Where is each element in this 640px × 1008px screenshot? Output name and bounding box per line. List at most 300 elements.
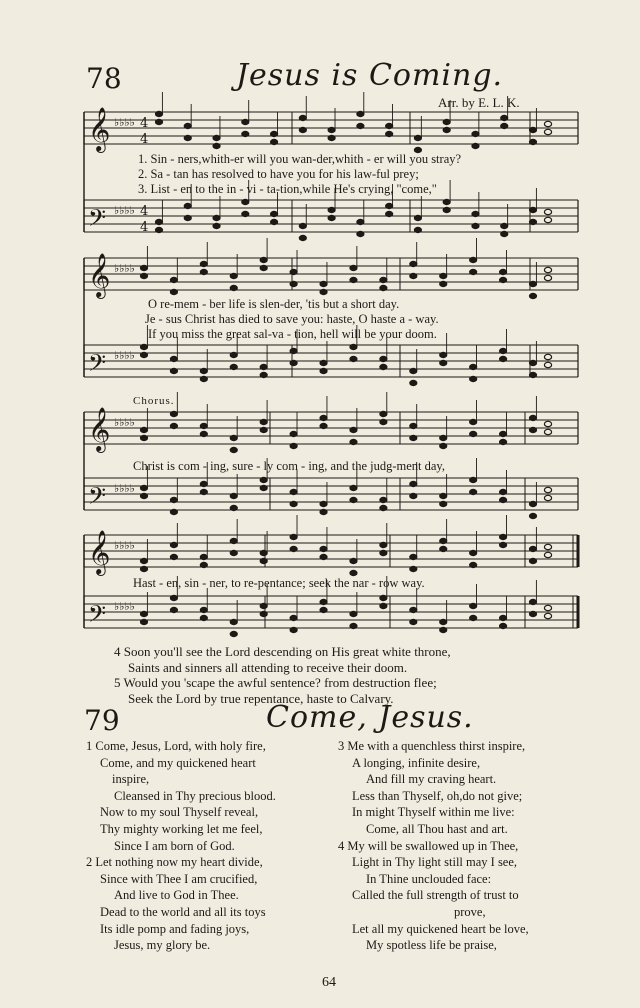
note-head [184, 215, 191, 220]
stanza-line: 2 Let nothing now my heart divide, [86, 855, 263, 870]
note-head [380, 603, 387, 608]
note-head [440, 281, 447, 286]
note-head [470, 431, 477, 436]
note-head [380, 285, 387, 290]
note-head [529, 501, 536, 506]
note-head [357, 219, 364, 224]
note-head [544, 605, 551, 610]
note-head [270, 211, 277, 216]
note-head [544, 121, 551, 126]
verse-5-line2: Seek the Lord by true repentance, haste to Calvary. [128, 691, 394, 706]
note-head [350, 497, 357, 502]
note-head [410, 368, 417, 373]
note-head [320, 415, 327, 420]
note-head [380, 356, 387, 361]
note-head [544, 613, 551, 618]
hymn-79-right-column [338, 738, 529, 954]
music-glyph: 𝄞 [88, 253, 111, 297]
note-head [499, 534, 506, 539]
note-head [470, 269, 477, 274]
note-head [544, 495, 551, 500]
note-head [140, 344, 147, 349]
note-head [290, 443, 297, 448]
note-head [443, 207, 450, 212]
note-head [350, 439, 357, 444]
chorus-lyric-line2: Hast - en, sin - ner, to re-pentance; seek the nar - row way. [133, 576, 425, 590]
note-head [230, 285, 237, 290]
note-head [440, 360, 447, 365]
note-head [200, 423, 207, 428]
note-head [544, 267, 551, 272]
note-head [320, 360, 327, 365]
system2-lyric-verse3: If you miss the great sal-va - tion, hell will be your doom. [148, 327, 437, 341]
page-number: 64 [322, 975, 336, 990]
stanza-line: And fill my craving heart. [366, 772, 497, 787]
note-head [350, 356, 357, 361]
note-head [260, 364, 267, 369]
verse-4-line1: 4 Soon you'll see the Lord descending on His great white throne, [114, 644, 451, 659]
music-glyph: 4 [140, 116, 149, 131]
note-head [328, 215, 335, 220]
note-head [443, 127, 450, 132]
stanza-line: 1 Come, Jesus, Lord, with holy fire, [86, 739, 266, 753]
note-head [170, 509, 177, 514]
note-head [350, 623, 357, 628]
note-head [499, 623, 506, 628]
verse-5-line1: 5 Would you 'scape the awful sentence? from destruction flee; [114, 675, 437, 690]
stanza-line: 3 Me with a quenchless thirst inspire, [338, 739, 526, 753]
note-head [140, 558, 147, 563]
note-head [290, 269, 297, 274]
note-head [380, 277, 387, 282]
note-head [170, 595, 177, 600]
note-head [290, 360, 297, 365]
note-head [544, 209, 551, 214]
note-head [499, 431, 506, 436]
note-head [499, 497, 506, 502]
note-head [529, 513, 536, 518]
note-head [242, 119, 249, 124]
note-head [470, 550, 477, 555]
note-head [380, 595, 387, 600]
note-head [155, 111, 162, 116]
system1-lyric-verse2: 2. Sa - tan has resolved to have you for his law-ful prey; [138, 167, 419, 181]
note-head [350, 265, 357, 270]
note-head [320, 554, 327, 559]
note-head [320, 423, 327, 428]
note-head [386, 123, 393, 128]
note-head [544, 129, 551, 134]
note-head [170, 497, 177, 502]
note-head [350, 485, 357, 490]
note-head [242, 131, 249, 136]
note-head [320, 501, 327, 506]
note-head [290, 489, 297, 494]
note-head [472, 211, 479, 216]
hymn-79-title: Come, Jesus. [266, 700, 474, 735]
note-head [472, 131, 479, 136]
note-head [410, 607, 417, 612]
note-head [380, 419, 387, 424]
stanza-line: And live to God in Thee. [114, 888, 239, 903]
note-head [386, 131, 393, 136]
note-head [290, 431, 297, 436]
note-head [350, 558, 357, 563]
note-head [140, 485, 147, 490]
note-head [380, 505, 387, 510]
note-head [410, 435, 417, 440]
note-head [320, 289, 327, 294]
note-head [529, 427, 536, 432]
note-head [230, 631, 237, 636]
note-head [230, 493, 237, 498]
hymn-78-number: 78 [86, 62, 122, 95]
music-glyph: 4 [140, 220, 149, 235]
note-head [328, 135, 335, 140]
note-head [440, 493, 447, 498]
music-glyph: ♭♭♭♭ [114, 262, 135, 275]
note-head [350, 570, 357, 575]
note-head [170, 607, 177, 612]
note-head [501, 223, 508, 228]
note-head [440, 619, 447, 624]
music-glyph: 4 [140, 204, 149, 219]
note-head [260, 550, 267, 555]
music-glyph: 𝄞 [88, 407, 111, 451]
note-head [170, 368, 177, 373]
music-glyph: ♭♭♭♭ [114, 116, 135, 129]
note-head [260, 419, 267, 424]
stanza-line: inspire, [112, 772, 150, 787]
music-glyph: 𝄢 [88, 349, 107, 382]
note-head [170, 277, 177, 282]
note-head [440, 501, 447, 506]
note-head [299, 127, 306, 132]
note-head [499, 439, 506, 444]
note-head [270, 131, 277, 136]
note-head [290, 546, 297, 551]
note-head [544, 362, 551, 367]
note-head [414, 135, 421, 140]
hymn-79-left-column [86, 738, 276, 954]
note-head [200, 554, 207, 559]
note-head [357, 123, 364, 128]
note-head [230, 538, 237, 543]
note-head [140, 435, 147, 440]
note-head [328, 127, 335, 132]
note-head [320, 607, 327, 612]
note-head [380, 364, 387, 369]
music-glyph: 4 [140, 132, 149, 147]
note-head [544, 544, 551, 549]
note-head [200, 562, 207, 567]
music-glyph: ♭♭♭♭ [114, 600, 135, 613]
stanza-line: Now to my soul Thyself reveal, [100, 805, 259, 820]
stanza-line: prove, [454, 904, 486, 919]
note-head [410, 273, 417, 278]
note-head [200, 431, 207, 436]
system2-lyric-verse2: Je - sus Christ has died to save you: haste, O haste a - way. [145, 312, 439, 326]
note-head [213, 223, 220, 228]
hymn-78-title: Jesus is Coming. [236, 58, 504, 93]
note-head [470, 489, 477, 494]
note-head [357, 111, 364, 116]
note-head [544, 217, 551, 222]
note-head [140, 273, 147, 278]
music-glyph: 𝄢 [88, 482, 107, 515]
note-head [380, 411, 387, 416]
music-glyph: 𝄢 [88, 204, 107, 237]
note-head [472, 223, 479, 228]
note-head [230, 352, 237, 357]
note-head [155, 119, 162, 124]
stanza-line: Since I am born of God. [114, 838, 235, 853]
note-head [350, 611, 357, 616]
note-head [290, 534, 297, 539]
note-head [170, 542, 177, 547]
note-head [529, 219, 536, 224]
note-head [499, 356, 506, 361]
stanza-line: Less than Thyself, oh,do not give; [352, 788, 523, 803]
stanza-line: Jesus, my glory be. [114, 938, 211, 953]
note-head [410, 380, 417, 385]
note-head [260, 265, 267, 270]
note-head [200, 368, 207, 373]
note-head [499, 277, 506, 282]
note-head [140, 352, 147, 357]
note-head [260, 477, 267, 482]
note-head [290, 281, 297, 286]
stanza-line: Come, all Thou hast and art. [366, 821, 508, 836]
note-head [290, 627, 297, 632]
note-head [544, 487, 551, 492]
note-head [140, 619, 147, 624]
note-head [242, 199, 249, 204]
music-glyph: ♭♭♭♭ [114, 349, 135, 362]
note-head [155, 219, 162, 224]
note-head [140, 493, 147, 498]
stanza-line: In might Thyself within me live: [352, 805, 515, 820]
note-head [299, 115, 306, 120]
note-head [499, 269, 506, 274]
stanza-line: A longing, infinite desire, [352, 755, 481, 770]
stanza-line: Since with Thee I am crucified, [100, 871, 258, 886]
note-head [230, 619, 237, 624]
note-head [320, 599, 327, 604]
note-head [213, 143, 220, 148]
note-head [242, 211, 249, 216]
note-head [440, 538, 447, 543]
note-head [410, 566, 417, 571]
note-head [470, 562, 477, 567]
note-head [155, 227, 162, 232]
note-head [230, 505, 237, 510]
note-head [200, 489, 207, 494]
note-head [260, 257, 267, 262]
chorus-lyric-line1: Christ is com - ing, sure - ly com - ing, and the judg-ment day, [133, 459, 445, 473]
note-head [529, 293, 536, 298]
note-head [470, 603, 477, 608]
note-head [443, 199, 450, 204]
note-head [440, 352, 447, 357]
music-glyph: ♭♭♭♭ [114, 204, 135, 217]
stanza-line: 4 My will be swallowed up in Thee, [338, 838, 519, 853]
note-head [529, 281, 536, 286]
music-glyph: 𝄞 [88, 107, 111, 151]
note-head [501, 115, 508, 120]
note-head [544, 354, 551, 359]
note-head [529, 207, 536, 212]
note-head [200, 269, 207, 274]
music-glyph: ♭♭♭♭ [114, 416, 135, 429]
note-head [386, 211, 393, 216]
music-glyph: ♭♭♭♭ [114, 539, 135, 552]
stanza-line: Let all my quickened heart be love, [352, 921, 529, 936]
stanza-line: Dead to the world and all its toys [100, 904, 266, 919]
note-head [140, 566, 147, 571]
note-head [200, 481, 207, 486]
note-head [470, 419, 477, 424]
note-head [440, 435, 447, 440]
note-head [184, 123, 191, 128]
note-head [230, 550, 237, 555]
note-head [357, 231, 364, 236]
note-head [499, 489, 506, 494]
note-head [529, 415, 536, 420]
note-head [410, 423, 417, 428]
note-head [414, 215, 421, 220]
note-head [200, 376, 207, 381]
note-head [350, 344, 357, 349]
note-head [501, 231, 508, 236]
note-head [230, 364, 237, 369]
note-head [499, 615, 506, 620]
stanza-line: In Thine unclouded face: [366, 871, 492, 886]
note-head [200, 615, 207, 620]
note-head [260, 611, 267, 616]
note-head [299, 223, 306, 228]
note-head [440, 273, 447, 278]
note-head [299, 235, 306, 240]
note-head [470, 477, 477, 482]
note-head [260, 558, 267, 563]
note-head [320, 546, 327, 551]
note-head [529, 139, 536, 144]
note-head [290, 348, 297, 353]
note-head [440, 627, 447, 632]
note-head [213, 135, 220, 140]
system1-lyric-verse1: 1. Sin - ners,whith-er will you wan-der,whith - er will you stray? [138, 152, 462, 166]
verse-4-line2: Saints and sinners all attending to receive their doom. [128, 660, 408, 675]
note-head [260, 427, 267, 432]
note-head [260, 485, 267, 490]
stanza-line: My spotless life be praise, [366, 938, 497, 953]
note-head [230, 273, 237, 278]
note-head [529, 372, 536, 377]
note-head [414, 227, 421, 232]
note-head [320, 281, 327, 286]
note-head [270, 219, 277, 224]
note-head [184, 203, 191, 208]
note-head [529, 611, 536, 616]
note-head [260, 603, 267, 608]
note-head [260, 372, 267, 377]
note-head [529, 546, 536, 551]
note-head [529, 558, 536, 563]
system1-lyric-verse3: 3. List - en to the in - vi - ta-tion,while He's crying, "come," [138, 182, 437, 196]
chorus-label: Chorus. [133, 395, 175, 407]
note-head [350, 277, 357, 282]
note-head [230, 435, 237, 440]
note-head [410, 554, 417, 559]
note-head [410, 261, 417, 266]
note-head [440, 546, 447, 551]
note-head [501, 123, 508, 128]
music-glyph: 𝄞 [88, 530, 111, 574]
note-head [440, 443, 447, 448]
note-head [200, 607, 207, 612]
note-head [443, 119, 450, 124]
note-head [470, 364, 477, 369]
note-head [410, 493, 417, 498]
note-head [350, 427, 357, 432]
note-head [320, 368, 327, 373]
note-head [470, 615, 477, 620]
note-head [290, 615, 297, 620]
note-head [544, 421, 551, 426]
note-head [140, 427, 147, 432]
note-head [499, 542, 506, 547]
note-head [529, 599, 536, 604]
note-head [470, 376, 477, 381]
note-head [290, 501, 297, 506]
arranger-credit: Arr. by E. L. K. [438, 95, 520, 110]
stanza-line: Called the full strength of trust to [352, 888, 519, 903]
note-head [544, 275, 551, 280]
music-glyph: ♭♭♭♭ [114, 482, 135, 495]
note-head [170, 411, 177, 416]
note-head [270, 139, 277, 144]
note-head [410, 481, 417, 486]
note-head [213, 215, 220, 220]
note-head [140, 265, 147, 270]
note-head [386, 203, 393, 208]
note-head [170, 356, 177, 361]
note-head [140, 611, 147, 616]
note-head [230, 447, 237, 452]
note-head [170, 554, 177, 559]
verse-4 [114, 644, 451, 676]
note-head [380, 550, 387, 555]
note-head [170, 289, 177, 294]
note-head [200, 261, 207, 266]
stanza-line: Cleansed in Thy precious blood. [114, 788, 276, 803]
hymn-79-number: 79 [84, 704, 120, 737]
note-head [380, 542, 387, 547]
music-glyph: 𝄢 [88, 600, 107, 633]
note-head [320, 509, 327, 514]
note-head [410, 619, 417, 624]
stanza-line: Thy mighty working let me feel, [100, 821, 263, 836]
note-head [184, 135, 191, 140]
note-head [544, 429, 551, 434]
note-head [328, 207, 335, 212]
system2-lyric-verse1: O re-mem - ber life is slen-der, 'tis but a short day. [148, 297, 400, 311]
stanza-line: Light in Thy light still may I see, [352, 855, 518, 870]
note-head [529, 360, 536, 365]
stanza-line: Come, and my quickened heart [100, 755, 256, 770]
stanza-line: Its idle pomp and fading joys, [100, 921, 250, 936]
